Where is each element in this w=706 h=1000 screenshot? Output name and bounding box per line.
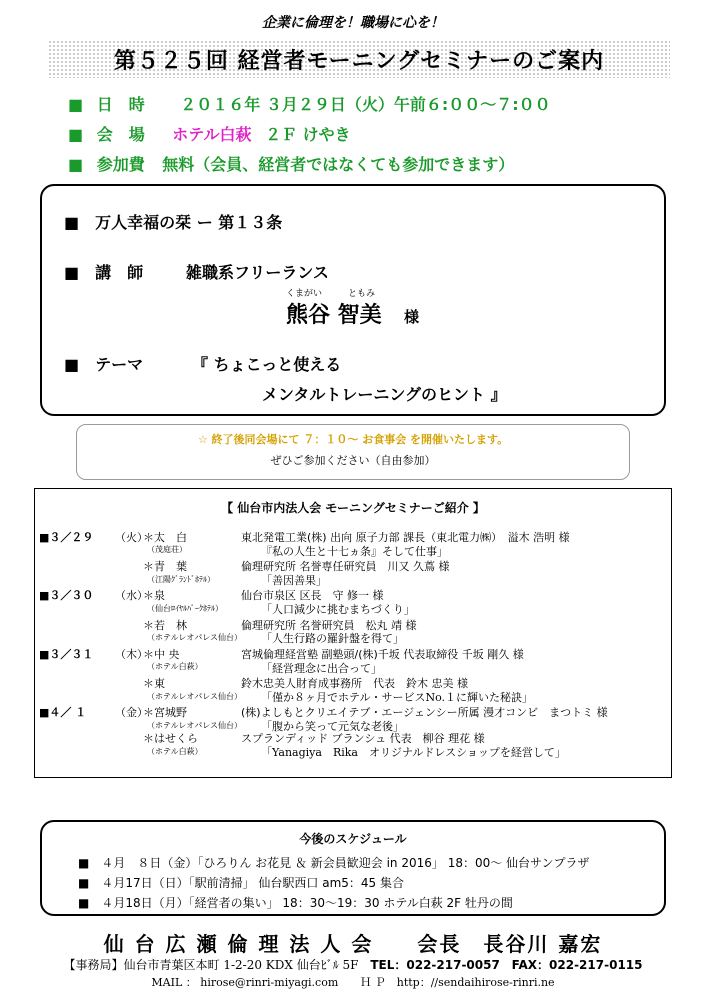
day-date: ■３／２９	[39, 531, 94, 544]
tagline: 企業に倫理を！職場に心を！	[262, 15, 444, 31]
branch-name: ＊太 白	[143, 531, 187, 544]
tel-number: TEL：022-217-0057	[370, 958, 500, 972]
office-address	[0, 956, 706, 973]
branch-venue: （仙台ﾛｲﾔﾙﾊﾟｰｸﾎﾃﾙ）	[147, 603, 223, 613]
speaker-line: スプランディッド ブランシュ 代表 柳谷 理花 様	[241, 732, 485, 746]
speaker-suffix: 様	[404, 308, 420, 326]
dinner-notice	[76, 424, 630, 480]
fax-number: FAX：022-217-0115	[511, 958, 643, 972]
speaker-ruby-given: ともみ	[348, 289, 376, 299]
branch-name: ＊泉	[143, 589, 165, 603]
contact-mail-hp: MAIL ： hirose@rinri-miyagi.com Ｈ Ｐ http：//sendaihirose-rinri.ne	[151, 976, 555, 989]
branch-name: ＊宮城野	[143, 706, 187, 720]
square-bullet-icon: ■	[68, 125, 84, 144]
date-row	[68, 92, 551, 115]
topic-line: 「人生行路の羅針盤を得て」	[261, 632, 404, 646]
schedule-item: ■ ４月18日（月）「経営者の集い」 18：30～19：30 ホテル白萩 2F 牡丹の間	[78, 896, 513, 910]
date-label: 日 時	[96, 95, 145, 114]
notice-line-1: ☆ 終了後同会場にて ７：１０～ お食事会 を開催いたします。	[197, 433, 509, 446]
venue-room: ２Ｆ けやき	[265, 125, 351, 144]
speaker-line: 倫理研究所 名誉専任研究員 川又 久蔦 様	[241, 560, 450, 574]
branch-venue: （ホテルレオパレス仙台）	[147, 720, 242, 730]
branch-venue: （江陽ｸﾞﾗﾝﾄﾞﾎﾃﾙ）	[147, 574, 215, 584]
topic-line: 「経営理念に出合って」	[261, 661, 382, 675]
page-title	[48, 40, 670, 78]
topic-line: 『私の人生と十七ヵ条』そして仕事」	[261, 544, 448, 558]
clause-line: ■ 万人幸福の栞 ー 第１３条	[64, 213, 283, 232]
venue-hotel: ホテル白萩	[172, 125, 252, 144]
schedule-item: ■ ４月17日（日）「駅前清掃」 仙台駅西口 am5：45 集合	[78, 876, 404, 890]
day-date: ■４／ １	[39, 706, 87, 720]
day-weekday: （木）	[115, 647, 148, 661]
date-value: ２０１６年 ３月２９日（火）午前６:００～７:００	[180, 95, 551, 114]
theme-line-1: 『 ちょこっと使える	[192, 355, 342, 374]
square-bullet-icon: ■	[68, 95, 84, 114]
office-label: 【事務局】	[63, 958, 124, 972]
branch-name: ＊東	[143, 677, 165, 691]
speaker-title: 雑職系フリーランス	[186, 263, 329, 282]
speaker-line: 宮城倫理経営塾 副塾頭/(株)千坂 代表取締役 千坂 剛久 様	[241, 647, 524, 661]
page-title-text: 第５２５回 経営者モーニングセミナーのご案内	[113, 48, 605, 74]
theme-label: ■ テーマ	[64, 355, 144, 374]
topic-line: 「僅か８ヶ月でホテル・サービスNo.１に輝いた秘訣」	[261, 690, 533, 704]
theme-line-2: メンタルトレーニングのヒント 』	[262, 385, 507, 404]
lecture-box	[40, 184, 666, 416]
branch-venue: （ホテルレオパレス仙台）	[147, 691, 242, 701]
day-weekday: （水）	[115, 589, 148, 603]
branch-name: ＊若 林	[143, 618, 187, 632]
square-bullet-icon: ■	[68, 155, 84, 174]
speaker-line: 鈴木忠美人財育成事務所 代表 鈴木 忠美 様	[241, 677, 468, 691]
branch-name: ＊中 央	[143, 647, 180, 661]
speaker-label: ■ 講 師	[64, 263, 144, 282]
branch-venue: （ホテルレオパレス仙台）	[147, 633, 242, 643]
speaker-name: 熊谷 智美	[286, 303, 382, 328]
speaker-line: 倫理研究所 名誉研究員 松丸 靖 様	[241, 618, 417, 632]
fee-label: 参加費	[96, 155, 145, 174]
branch-venue: （ホテル白萩）	[147, 662, 203, 672]
day-weekday: （金）	[115, 706, 148, 720]
fee-row	[68, 152, 514, 175]
fee-value: 無料（会員、経営者ではなくても参加できます）	[162, 155, 515, 174]
branch-name: ＊青 葉	[143, 560, 187, 574]
speaker-line: 仙台市泉区 区長 守 修一 様	[241, 589, 384, 603]
speaker-line: 東北発電工業(株) 出向 原子力部 課長（東北電力㈱） 溢木 浩明 様	[241, 531, 570, 544]
topic-line: 「Yanagiya Rika オリジナルドレスショップを経営して」	[261, 746, 566, 759]
venue-label: 会 場	[96, 125, 145, 144]
seminar-intro-box	[34, 488, 672, 778]
branch-venue: （ホテル白萩）	[147, 746, 203, 756]
schedule-box	[40, 820, 666, 916]
speaker-ruby-surname: くまがい	[286, 289, 323, 299]
day-date: ■３／３１	[39, 647, 94, 661]
branch-name: ＊はせくら	[143, 732, 198, 746]
schedule-item: ■ ４月 ８日（金）「ひろりん お花見 ＆ 新会員歓迎会 in 2016」 18：00～ 仙台サンプラザ	[78, 856, 590, 870]
organization-line: 仙 台 広 瀬 倫 理 法 人 会 会長 長谷川 嘉宏	[103, 932, 603, 956]
topic-line: 「人口減少に挑むまちづくり」	[261, 603, 415, 617]
day-date: ■３／３０	[39, 589, 94, 603]
branch-venue: （茂庭荘）	[147, 545, 187, 555]
venue-row	[68, 122, 351, 145]
topic-line: 「善因善果」	[261, 574, 327, 587]
schedule-title: 今後のスケジュール	[299, 832, 407, 846]
address-text: 仙台市青葉区本町 1-2-20 KDX 仙台ﾋﾞﾙ 5F	[123, 958, 359, 972]
speaker-line: (株)よしもとクリエイテブ・エージェンシー所属 漫才コンビ まつトミ 様	[241, 706, 608, 720]
intro-title: 【 仙台市内法人会 モーニングセミナーご紹介 】	[221, 501, 485, 515]
topic-line: 「腹から笑って元気な老後」	[261, 720, 404, 734]
day-weekday: （火）	[115, 531, 148, 544]
notice-line-2: ぜひご参加ください（自由参加）	[270, 454, 436, 467]
